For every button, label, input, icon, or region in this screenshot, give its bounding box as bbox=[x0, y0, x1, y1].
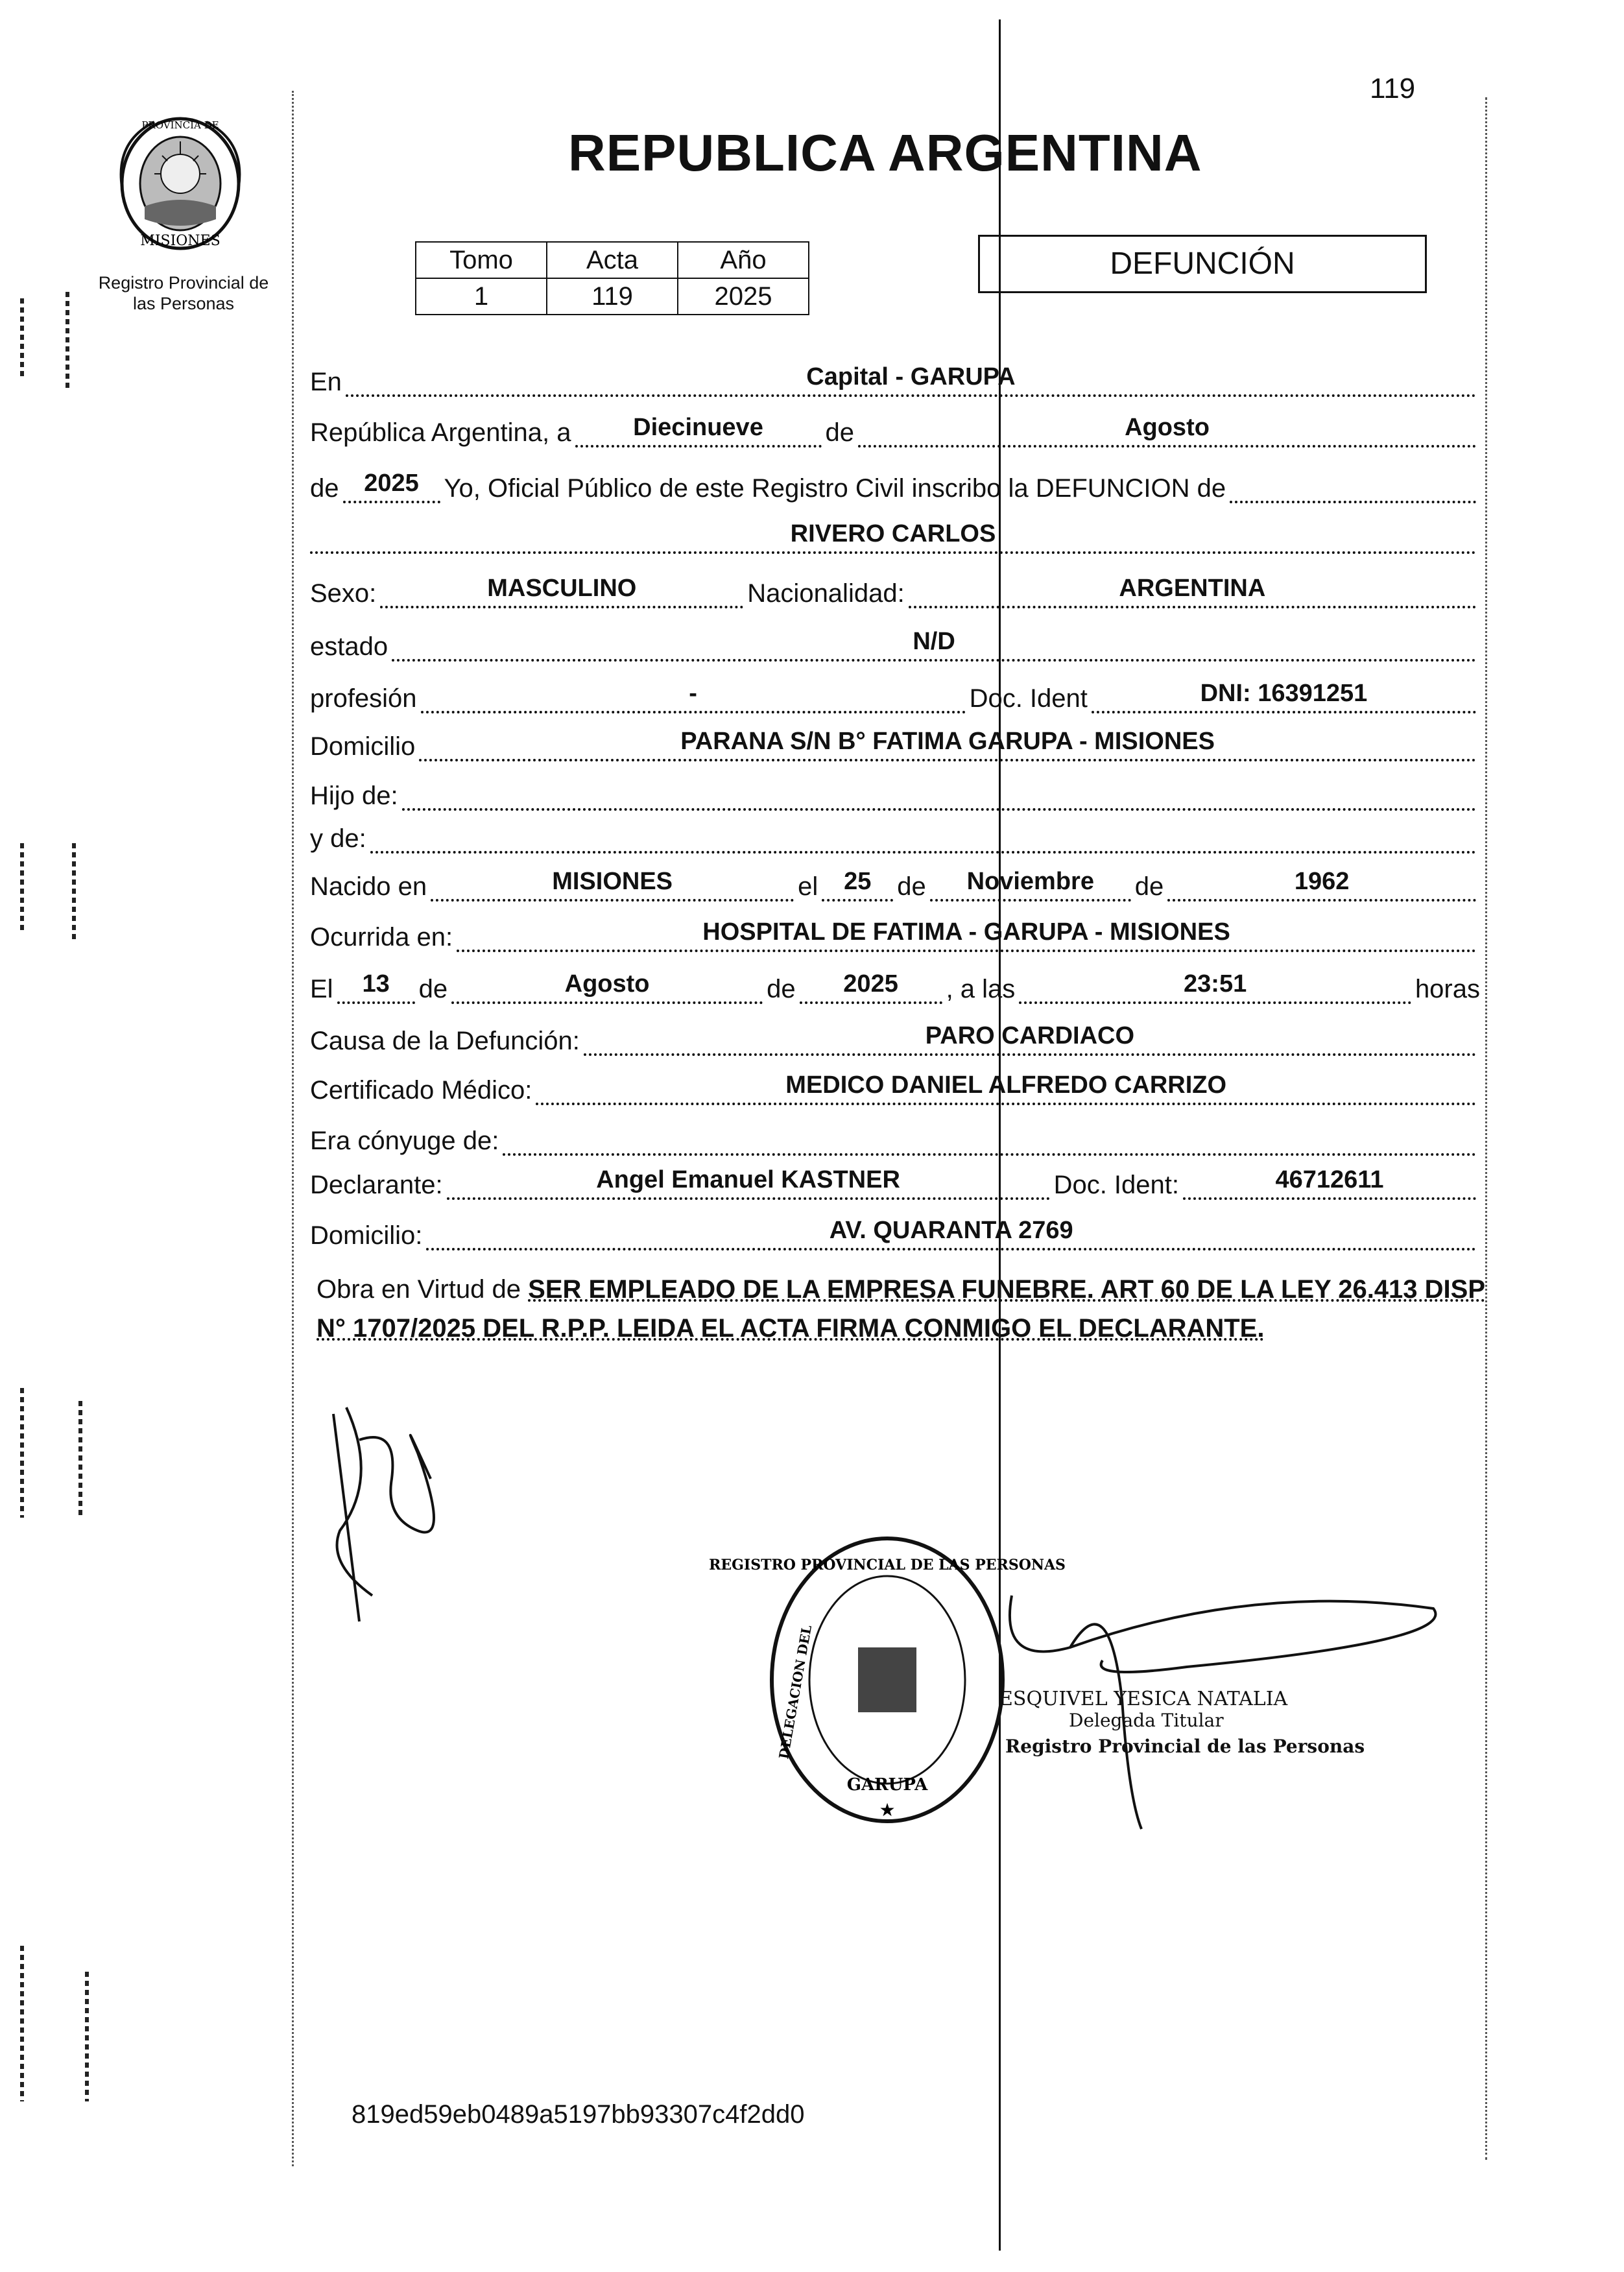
field-dia: Diecinueve bbox=[575, 413, 822, 448]
page-number: 119 bbox=[1370, 73, 1416, 104]
record-table bbox=[415, 241, 809, 315]
field-def-hora: 23:51 bbox=[1019, 969, 1411, 1004]
provincial-seal-icon bbox=[109, 102, 252, 258]
field-def-dia: 13 bbox=[337, 969, 415, 1004]
row-causa: Causa de la Defunción: PARO CARDIACO bbox=[310, 1021, 1480, 1056]
field-conyuge bbox=[503, 1121, 1476, 1156]
seal-bottom-text: MISIONES bbox=[140, 233, 221, 249]
field-certificado: MEDICO DANIEL ALFREDO CARRIZO bbox=[536, 1070, 1476, 1105]
value-tomo: 1 bbox=[416, 278, 547, 315]
field-nacido-anio: 1962 bbox=[1167, 867, 1476, 902]
field-nacionalidad: ARGENTINA bbox=[909, 573, 1476, 608]
svg-text:★: ★ bbox=[879, 1799, 896, 1821]
obra-paragraph: Obra en Virtud de SER EMPLEADO DE LA EMPRESA FUNEBRE. ART 60 DE LA LEY 26.413 DISP N° 1707/2025 DEL R.P.P. LEIDA EL ACTA FIRMA CONMIGO EL DECLARANTE. bbox=[316, 1275, 1486, 1343]
field-mes: Agosto bbox=[858, 413, 1476, 448]
page-title: REPUBLICA ARGENTINA bbox=[568, 124, 1202, 182]
header-acta: Acta bbox=[547, 242, 678, 278]
field-profesion: - bbox=[421, 678, 966, 713]
seal-top-text: PROVINCIA DE bbox=[141, 119, 219, 131]
field-sexo: MASCULINO bbox=[380, 573, 743, 608]
field-obra: SER EMPLEADO DE LA EMPRESA FUNEBRE. ART 60 DE LA LEY 26.413 DISP N° 1707/2025 DEL R.P.P. LEIDA EL ACTA FIRMA CONMIGO EL DECLARANTE. bbox=[316, 1275, 1486, 1343]
field-y-de bbox=[370, 819, 1476, 854]
row-nacimiento: Nacido en MISIONES el 25 de Noviembre de 1962 bbox=[310, 867, 1480, 902]
official-org: Registro Provincial de las Personas bbox=[1005, 1736, 1365, 1757]
field-declarante-doc: 46712611 bbox=[1183, 1165, 1476, 1200]
field-anio: 2025 bbox=[343, 468, 440, 503]
field-lugar: Capital - GARUPA bbox=[346, 362, 1476, 397]
stamp-top-text: REGISTRO PROVINCIAL DE LAS PERSONAS bbox=[709, 1557, 1066, 1573]
field-def-anio: 2025 bbox=[800, 969, 942, 1004]
field-def-mes: Agosto bbox=[451, 969, 763, 1004]
row-declarante: Declarante: Angel Emanuel KASTNER Doc. Ident: 46712611 bbox=[310, 1165, 1480, 1200]
row-inscripcion: de 2025 Yo, Oficial Público de este Registro Civil inscribo la DEFUNCION de bbox=[310, 468, 1480, 503]
field-declarante: Angel Emanuel KASTNER bbox=[447, 1165, 1050, 1200]
stamp-left-text: DELEGACION DEL bbox=[776, 1623, 815, 1760]
row-ocurrida: Ocurrida en: HOSPITAL DE FATIMA - GARUPA - MISIONES bbox=[310, 917, 1480, 952]
value-anio: 2025 bbox=[678, 278, 809, 315]
value-acta: 119 bbox=[547, 278, 678, 315]
official-stamp-icon bbox=[709, 1531, 1066, 1829]
official-name: ESQUIVEL YESICA NATALIA bbox=[999, 1688, 1288, 1710]
row-sexo: Sexo: MASCULINO Nacionalidad: ARGENTINA bbox=[310, 573, 1480, 608]
field-causa: PARO CARDIACO bbox=[584, 1021, 1476, 1056]
row-certificado: Certificado Médico: MEDICO DANIEL ALFREDO CARRIZO bbox=[310, 1070, 1480, 1105]
row-nombre bbox=[310, 519, 1480, 554]
row-estado: estado N/D bbox=[310, 627, 1480, 662]
stamp-bottom-text: GARUPA bbox=[846, 1775, 928, 1795]
official-role: Delegada Titular bbox=[1069, 1710, 1224, 1731]
registro-provincial-label: Registro Provincial de las Personas bbox=[98, 273, 269, 313]
document-hash: 819ed59eb0489a5197bb93307c4f2dd0 bbox=[352, 2100, 805, 2129]
row-lugar: En Capital - GARUPA bbox=[310, 362, 1480, 397]
header-tomo: Tomo bbox=[416, 242, 547, 278]
right-margin-line bbox=[1485, 97, 1487, 2160]
declarant-signature-icon bbox=[320, 1401, 457, 1634]
row-fecha: República Argentina, a Diecinueve de Agosto bbox=[310, 413, 1480, 448]
field-nombre: RIVERO CARLOS bbox=[310, 519, 1476, 554]
row-y-de: y de: bbox=[310, 819, 1480, 854]
left-margin-line bbox=[292, 91, 294, 2166]
row-fecha-defuncion: El 13 de Agosto de 2025 , a las 23:51 horas bbox=[310, 970, 1480, 1003]
field-doc: DNI: 16391251 bbox=[1092, 678, 1476, 713]
row-domicilio-declarante: Domicilio: AV. QUARANTA 2769 bbox=[310, 1215, 1480, 1250]
field-nacido-mes: Noviembre bbox=[930, 867, 1131, 902]
row-conyuge: Era cónyuge de: bbox=[310, 1121, 1480, 1156]
field-nacido-dia: 25 bbox=[822, 867, 893, 902]
field-estado: N/D bbox=[392, 627, 1476, 662]
field-nacido-lugar: MISIONES bbox=[431, 867, 794, 902]
header-anio: Año bbox=[678, 242, 809, 278]
row-domicilio: Domicilio PARANA S/N B° FATIMA GARUPA - MISIONES bbox=[310, 726, 1480, 761]
field-ocurrida: HOSPITAL DE FATIMA - GARUPA - MISIONES bbox=[457, 917, 1476, 952]
row-profesion: profesión - Doc. Ident DNI: 16391251 bbox=[310, 678, 1480, 713]
row-hijo-de: Hijo de: bbox=[310, 776, 1480, 811]
record-type-box: DEFUNCIÓN bbox=[978, 235, 1427, 293]
field-blank bbox=[1230, 468, 1476, 503]
binding-marks bbox=[16, 285, 93, 2166]
field-hijo-de bbox=[402, 776, 1476, 811]
field-domicilio: PARANA S/N B° FATIMA GARUPA - MISIONES bbox=[419, 726, 1476, 761]
field-declarante-domicilio: AV. QUARANTA 2769 bbox=[426, 1215, 1476, 1250]
